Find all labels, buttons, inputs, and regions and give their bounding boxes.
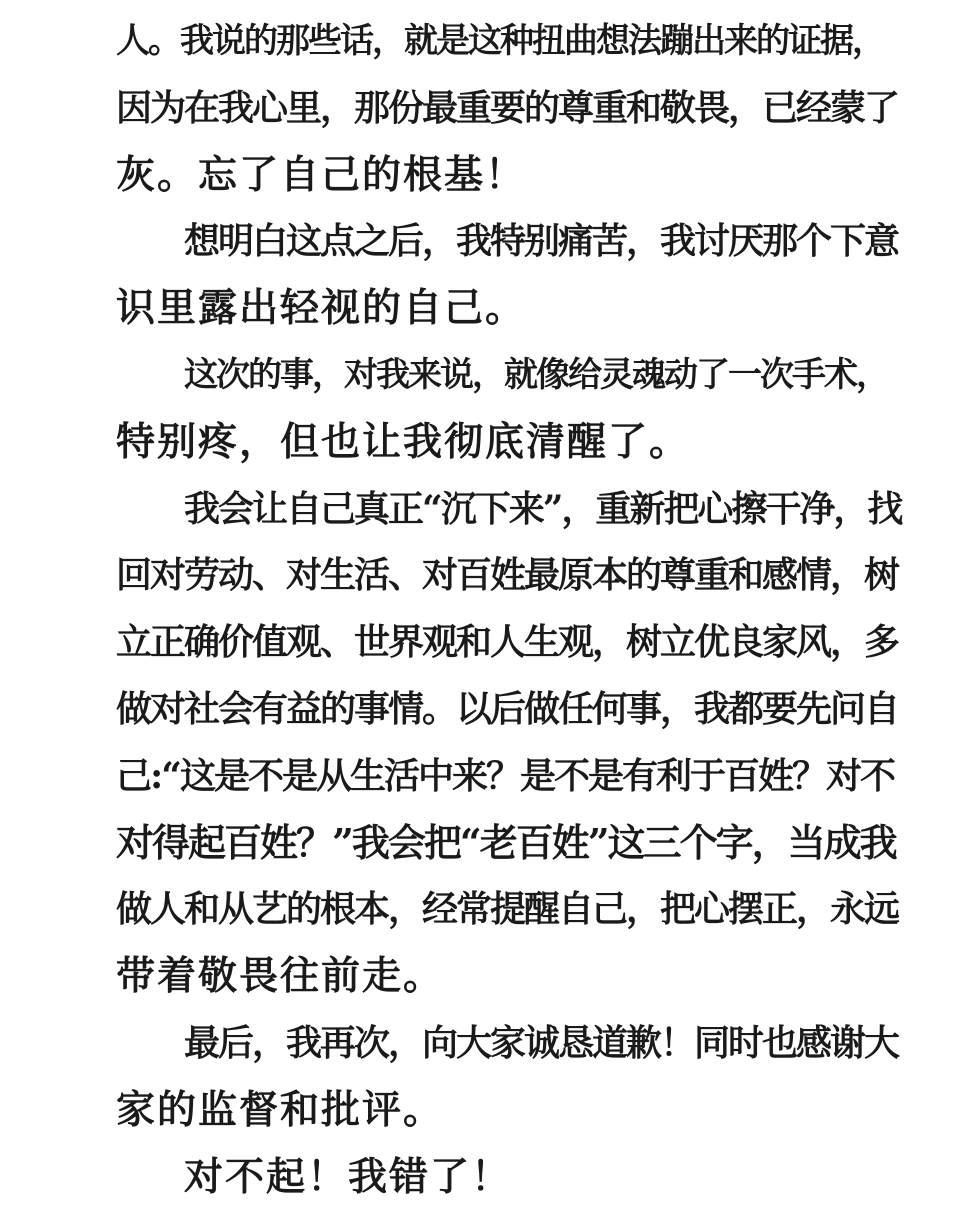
text-line: 家的监督和批评。 bbox=[116, 1086, 445, 1133]
text-line: 做对社会有益的事情。以后做任何事，我都要先问自 bbox=[116, 687, 899, 730]
text-line: 灰。忘了自己的根基！ bbox=[116, 151, 527, 198]
text-line: 特别疼，但也让我彻底清醒了。 bbox=[116, 418, 691, 465]
paragraph-first-line: 我会让自己真正“沉下来”，重新把心擦干净，找 bbox=[184, 487, 902, 530]
text-line: 识里露出轻视的自己。 bbox=[116, 285, 527, 332]
paragraph-first-line: 想明白这点之后，我特别痛苦，我讨厌那个下意 bbox=[184, 220, 899, 263]
text-line: 人。我说的那些话，就是这种扭曲想法蹦出来的证据， bbox=[116, 21, 884, 61]
text-line: 做人和从艺的根本，经常提醒自己，把心摆正，永远 bbox=[116, 888, 899, 931]
paragraph-first-line: 这次的事，对我来说，就像给灵魂动了一次手术， bbox=[184, 354, 888, 395]
text-line: 对得起百姓？”我会把“老百姓”这三个字，当成我 bbox=[116, 819, 896, 865]
document-body bbox=[116, 8, 906, 1210]
text-line: 回对劳动、对生活、对百姓最原本的尊重和感情，树 bbox=[116, 554, 899, 597]
closing-line: 对不起！我错了！ bbox=[184, 1153, 513, 1200]
paragraph-first-line: 最后，我再次，向大家诚恳道歉！同时也感谢大 bbox=[184, 1021, 899, 1064]
text-line: 带着敬畏往前走。 bbox=[116, 953, 445, 1000]
text-line: 己:“这是不是从生活中来？是不是有利于百姓？对不 bbox=[116, 754, 894, 797]
text-line: 立正确价值观、世界观和人生观，树立优良家风，多 bbox=[116, 621, 899, 664]
text-line: 因为在我心里，那份最重要的尊重和敬畏，已经蒙了 bbox=[116, 86, 899, 129]
